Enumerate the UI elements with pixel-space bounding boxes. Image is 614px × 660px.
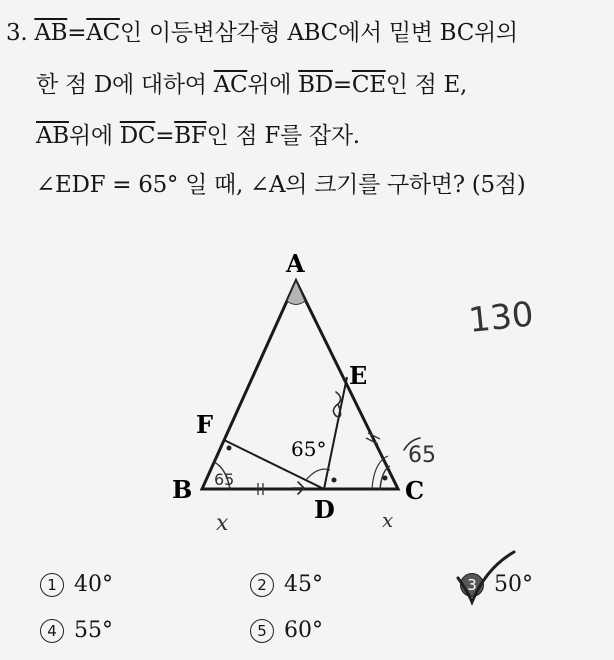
question-number: 3. — [6, 20, 28, 46]
question-text: 인 점 F를 잡자. — [206, 123, 360, 149]
choice-number: 2 — [250, 573, 274, 597]
check-mark-icon — [452, 548, 522, 608]
choice-number: 3 — [460, 573, 484, 597]
choice-number: 4 — [40, 619, 64, 643]
handwritten-x-left: x — [216, 511, 229, 536]
choice-number: 5 — [250, 619, 274, 643]
segment-name: $\overline{BF}$ — [174, 123, 207, 149]
label-d: D — [314, 495, 335, 524]
question-text: 한 점 D에 대하여 — [36, 72, 214, 98]
choice-2[interactable] — [250, 572, 323, 597]
choice-5[interactable] — [250, 618, 323, 643]
handwritten-x-right: x — [382, 508, 394, 532]
label-a: A — [286, 249, 305, 278]
label-f: F — [196, 410, 214, 439]
segment-name: $\overline{AB}$ — [36, 123, 69, 149]
choice-1[interactable] — [40, 572, 113, 597]
label-b: B — [172, 475, 193, 504]
angle-dot-c — [383, 476, 388, 481]
handwritten-arrow — [292, 482, 304, 494]
label-c: C — [405, 476, 425, 505]
segment-name: $\overline{BD}$ — [298, 72, 333, 98]
segment-name: $\overline{AC}$ — [213, 72, 248, 98]
choice-value: 40° — [74, 572, 113, 597]
angle-dot-f — [227, 446, 232, 451]
segment-de — [324, 377, 347, 489]
choice-value: 50° — [494, 572, 533, 597]
question-text: 인 점 E, — [385, 72, 468, 98]
question-text: ∠EDF = 65° 일 때, ∠A의 크기를 구하면? (5점) — [36, 172, 526, 198]
choice-value: 45° — [284, 572, 323, 597]
choice-value: 55° — [74, 618, 113, 643]
angle-edf-label: 65° — [291, 437, 327, 461]
label-e: E — [349, 361, 368, 390]
question-text: = — [155, 123, 175, 149]
handwritten-notes — [214, 294, 535, 536]
question-text: 인 이등변삼각형 ABC에서 밑변 BC위의 — [119, 20, 518, 46]
segment-name: $\overline{DC}$ — [119, 123, 156, 149]
question-text: 위에 — [247, 72, 299, 98]
handwritten-answer: 130 — [466, 294, 536, 341]
question-text: = — [332, 72, 352, 98]
choice-value: 60° — [284, 618, 323, 643]
segment-name: $\overline{CE}$ — [351, 72, 386, 98]
segment-name: $\overline{AB}$ — [34, 20, 68, 46]
question-text: 위에 — [68, 123, 120, 149]
angle-dot-d — [332, 478, 337, 483]
segment-name: $\overline{AC}$ — [86, 20, 120, 46]
choice-number: 1 — [40, 573, 64, 597]
choice-4[interactable] — [40, 618, 113, 643]
handwritten-angle-b: 65 — [214, 470, 235, 489]
question-text: = — [67, 20, 87, 46]
handwritten-angle-c: 65 — [408, 443, 436, 468]
